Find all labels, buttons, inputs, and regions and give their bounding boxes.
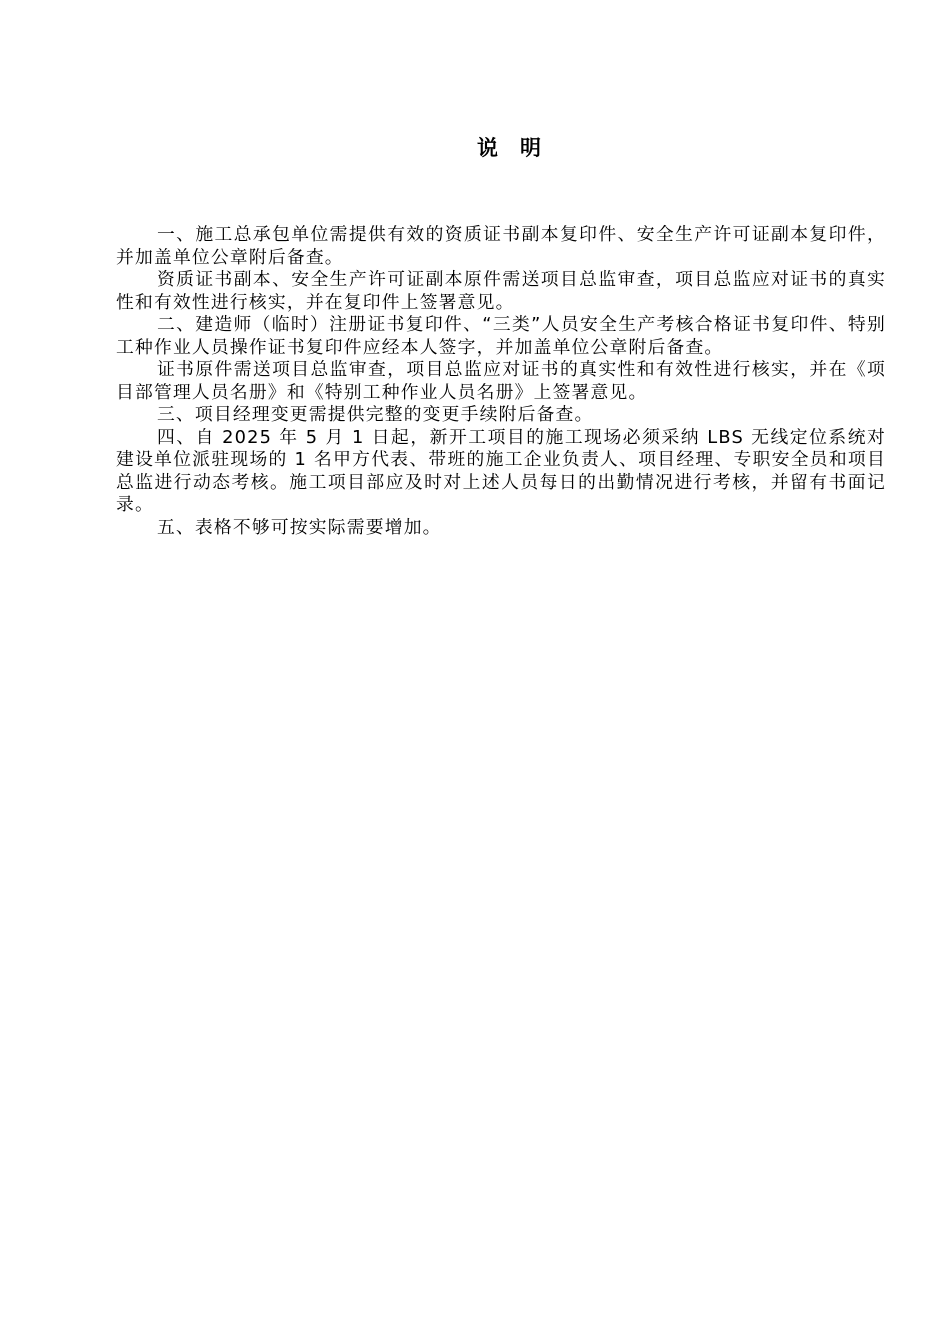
paragraph-5: 三、项目经理变更需提供完整的变更手续附后备查。 [156,404,594,425]
instructions-body [116,224,886,539]
paragraph-2: 资质证书副本、安全生产许可证副本原件需送项目总监审查，项目总监应对证书的真实性和有效性进行核实，并在复印件上签署意见。 [116,269,886,313]
page-title: 说明 [477,136,563,160]
paragraph-7: 五、表格不够可按实际需要增加。 [156,516,442,538]
paragraph-3: 二、建造师（临时）注册证书复印件、“三类”人员安全生产考核合格证书复印件、特别工种作业人员操作证书复印件应经本人签字，并加盖单位公章附后备查。 [116,314,886,358]
paragraph-6: 四、自 2025 年 5 月 1 日起，新开工项目的施工现场必须采纳 LBS 无线定位系统对建设单位派驻现场的 1 名甲方代表、带班的施工企业负责人、项目经理、专职安全员和项目总监进行动态考核。施工项目部应及时对上述人员每日的出勤情况进行考核，并留有书面记录。 [116,426,886,515]
paragraph-4: 证书原件需送项目总监审查，项目总监应对证书的真实性和有效性进行核实，并在《项目部管理人员名册》和《特别工种作业人员名册》上签署意见。 [116,359,886,403]
paragraph-1: 一、施工总承包单位需提供有效的资质证书副本复印件、安全生产许可证副本复印件，并加盖单位公章附后备查。 [116,224,886,268]
